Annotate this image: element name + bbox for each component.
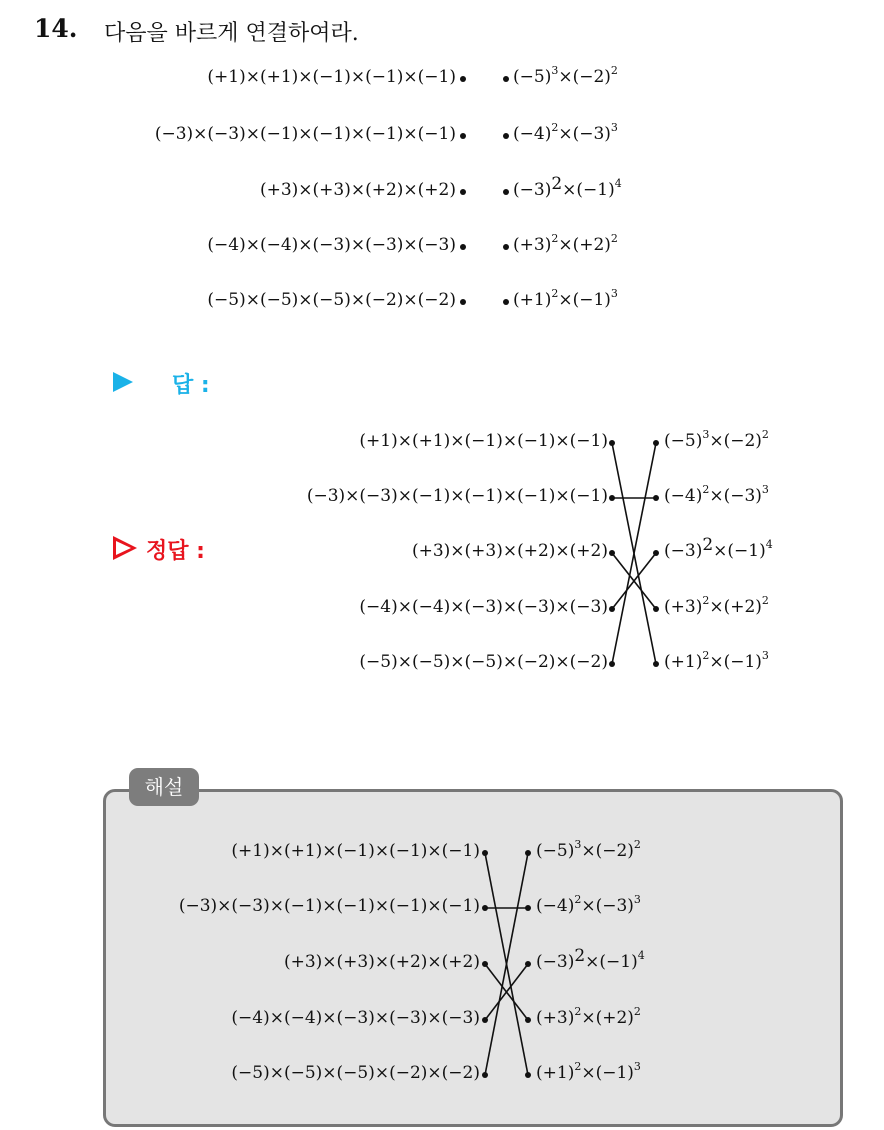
question-left-expression: (+1)×(+1)×(−1)×(−1)×(−1) <box>207 67 456 87</box>
explanation-left-expression: (+1)×(+1)×(−1)×(−1)×(−1) <box>231 841 480 861</box>
explanation-left-expression: (−3)×(−3)×(−1)×(−1)×(−1)×(−1) <box>178 896 480 916</box>
question-right-expression: $(-5)^3\times(-2)^2$ <box>513 64 618 87</box>
explanation-right-expression: $(+1)^2\times(-1)^3$ <box>536 1060 641 1083</box>
explanation-right-expression: $(-3)^2\times(-1)^4$ <box>536 946 645 972</box>
question-right-expression: $(+3)^2\times(+2)^2$ <box>513 232 618 255</box>
question-right-expression: $(-3)^2\times(-1)^4$ <box>513 174 622 200</box>
correct-answer-left-expression: (+1)×(+1)×(−1)×(−1)×(−1) <box>359 431 608 451</box>
correct-answer-left-expression: (+3)×(+3)×(+2)×(+2) <box>411 541 608 561</box>
explanation-left-expression: (+3)×(+3)×(+2)×(+2) <box>283 952 480 972</box>
correct-answer-right-expression: $(-4)^2\times(-3)^3$ <box>664 483 769 506</box>
question-number: 14. <box>34 14 78 43</box>
question-left-expression: (−5)×(−5)×(−5)×(−2)×(−2) <box>207 290 456 310</box>
correct-answer-label: 정답 : <box>146 539 205 564</box>
question-left-expression: (−3)×(−3)×(−1)×(−1)×(−1)×(−1) <box>154 124 456 144</box>
question-right-expression: $(+1)^2\times(-1)^3$ <box>513 287 618 310</box>
question-right-expression: $(-4)^2\times(-3)^3$ <box>513 121 618 144</box>
correct-answer-right-expression: $(-3)^2\times(-1)^4$ <box>664 535 773 561</box>
correct-answer-right-expression: $(+3)^2\times(+2)^2$ <box>664 594 769 617</box>
correct-answer-right-expression: $(+1)^2\times(-1)^3$ <box>664 649 769 672</box>
answer-label: 답 : <box>172 373 210 398</box>
explanation-right-expression: $(-4)^2\times(-3)^3$ <box>536 893 641 916</box>
correct-answer-left-expression: (−3)×(−3)×(−1)×(−1)×(−1)×(−1) <box>306 486 608 506</box>
correct-answer-right-expression: $(-5)^3\times(-2)^2$ <box>664 428 769 451</box>
question-left-expression: (+3)×(+3)×(+2)×(+2) <box>259 180 456 200</box>
correct-answer-left-expression: (−5)×(−5)×(−5)×(−2)×(−2) <box>359 652 608 672</box>
question-left-expression: (−4)×(−4)×(−3)×(−3)×(−3) <box>207 235 456 255</box>
explanation-left-expression: (−5)×(−5)×(−5)×(−2)×(−2) <box>231 1063 480 1083</box>
explanation-left-expression: (−4)×(−4)×(−3)×(−3)×(−3) <box>231 1008 480 1028</box>
explanation-right-expression: $(+3)^2\times(+2)^2$ <box>536 1005 641 1028</box>
explanation-tag: 해설 <box>129 768 199 806</box>
question-text: 다음을 바르게 연결하여라. <box>104 21 359 46</box>
correct-answer-left-expression: (−4)×(−4)×(−3)×(−3)×(−3) <box>359 597 608 617</box>
explanation-right-expression: $(-5)^3\times(-2)^2$ <box>536 838 641 861</box>
